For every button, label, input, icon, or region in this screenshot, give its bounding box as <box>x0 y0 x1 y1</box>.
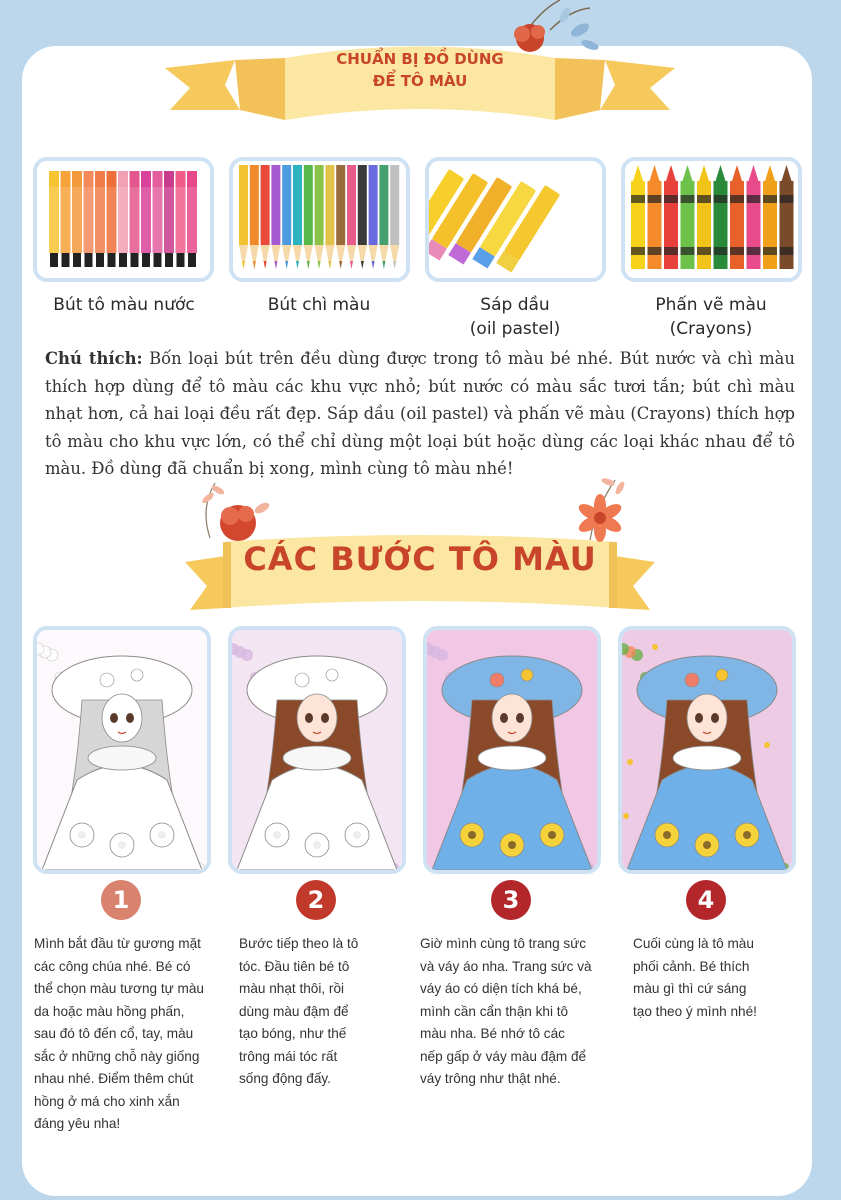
step-1-line: hồng ở má cho xinh xắn <box>34 1093 180 1109</box>
page-title <box>300 48 540 92</box>
tool-label-pencils: Bút chì màu <box>267 295 371 315</box>
step-3-text <box>420 933 610 1091</box>
step-1-line: đáng yêu nha! <box>34 1116 121 1131</box>
step-3-line: Giờ mình cùng tô trang sức <box>420 936 587 951</box>
step-3-line: váy trông như thật nhé. <box>420 1071 561 1086</box>
step-1-text <box>34 933 224 1136</box>
note-prefix: Chú thích: <box>45 349 143 368</box>
step-2-line: tạo bóng, như thế <box>239 1026 347 1041</box>
step-1-line: Mình bắt đầu từ gương mặt <box>34 936 201 951</box>
tool-label-crayons <box>611 293 811 341</box>
step-1-line: sau đó tô đến cổ, tay, màu <box>34 1026 194 1041</box>
note-text: Bốn loại bút trên đều dùng được trong tô màu bé nhé. Bút nước và chì màu thích hợp dùng để tô màu các khu vực nhỏ; bút nước có màu sắc tươi tắn; bút chì màu nhạt hơn, cả hai loại đều rất đẹp. Sáp dầu (oil pastel) và phấn vẽ màu (Crayons) thích hợp tô màu cho khu vực lớn, có thể chỉ dùng một loại bút hoặc dùng các loại khác nhau để tô màu. Đồ dùng đã chuẩn bị xong, mình cùng tô màu nhé! <box>45 349 795 479</box>
steps-title: CÁC BƯỚC TÔ MÀU <box>243 540 597 578</box>
tool-label-oil-pastels <box>415 293 615 341</box>
step-2-line: trông mái tóc rất <box>239 1048 338 1064</box>
step-1-line: các công chúa nhé. Bé có <box>34 958 191 974</box>
step-1-line: sắc ở những chỗ này giống <box>34 1048 200 1064</box>
step-2-line: Bước tiếp theo là tô <box>239 936 359 951</box>
step-2-line: dùng màu đậm để <box>239 1003 349 1019</box>
tool-label-crayons-line1: Phấn vẽ màu <box>655 295 767 315</box>
note-paragraph <box>45 345 795 483</box>
step-3-line: và váy áo nha. Trang sức và <box>420 958 592 974</box>
step-1-line: da hoặc màu hồng phấn, <box>34 1003 185 1019</box>
step-4-line: phối cảnh. Bé thích <box>633 958 750 974</box>
colored-pencils-image <box>229 157 410 282</box>
step-4-line: Cuối cùng là tô màu <box>633 936 754 951</box>
oil-pastels-image <box>425 157 606 282</box>
step-4-line: tạo theo ý mình nhé! <box>633 1003 757 1019</box>
step-1-badge: 1 <box>101 880 141 920</box>
step-1-image <box>33 626 211 874</box>
step-3-line: màu nha. Bé nhớ tô các <box>420 1026 565 1041</box>
step-4-line: màu gì thì cứ sáng <box>633 981 747 996</box>
page-title-line2: ĐỂ TÔ MÀU <box>372 72 468 90</box>
step-2-text <box>239 933 389 1091</box>
step-1-line: nhau nhé. Điểm thêm chút <box>34 1071 194 1086</box>
step-4-badge: 4 <box>686 880 726 920</box>
page-title-line1: CHUẨN BỊ ĐỒ DÙNG <box>336 50 504 68</box>
step-3-badge: 3 <box>491 880 531 920</box>
crayons-image <box>621 157 802 282</box>
step-3-line: váy áo có diện tích khá bé, <box>420 981 582 996</box>
step-2-badge: 2 <box>296 880 336 920</box>
step-2-line: sống động đấy. <box>239 1071 331 1086</box>
step-2-image <box>228 626 406 874</box>
step-3-line: mình cần cẩn thận khi tô <box>420 1003 569 1019</box>
step-2-line: tóc. Đầu tiên bé tô <box>239 958 350 974</box>
step-3-image <box>423 626 601 874</box>
tool-label-markers: Bút tô màu nước <box>53 295 195 315</box>
tool-label-oil-pastels-line1: Sáp dầu <box>480 295 550 315</box>
step-3-line: nếp gấp ở váy màu đậm để <box>420 1048 587 1064</box>
marker-pens-image <box>33 157 214 282</box>
step-4-text <box>633 933 783 1023</box>
tool-label-crayons-line2: (Crayons) <box>669 319 753 339</box>
step-1-line: thể chọn màu tương tự màu <box>34 981 204 996</box>
tool-label-oil-pastels-line2: (oil pastel) <box>469 319 561 339</box>
step-2-line: màu nhạt thôi, rồi <box>239 981 345 996</box>
step-4-image <box>618 626 796 874</box>
